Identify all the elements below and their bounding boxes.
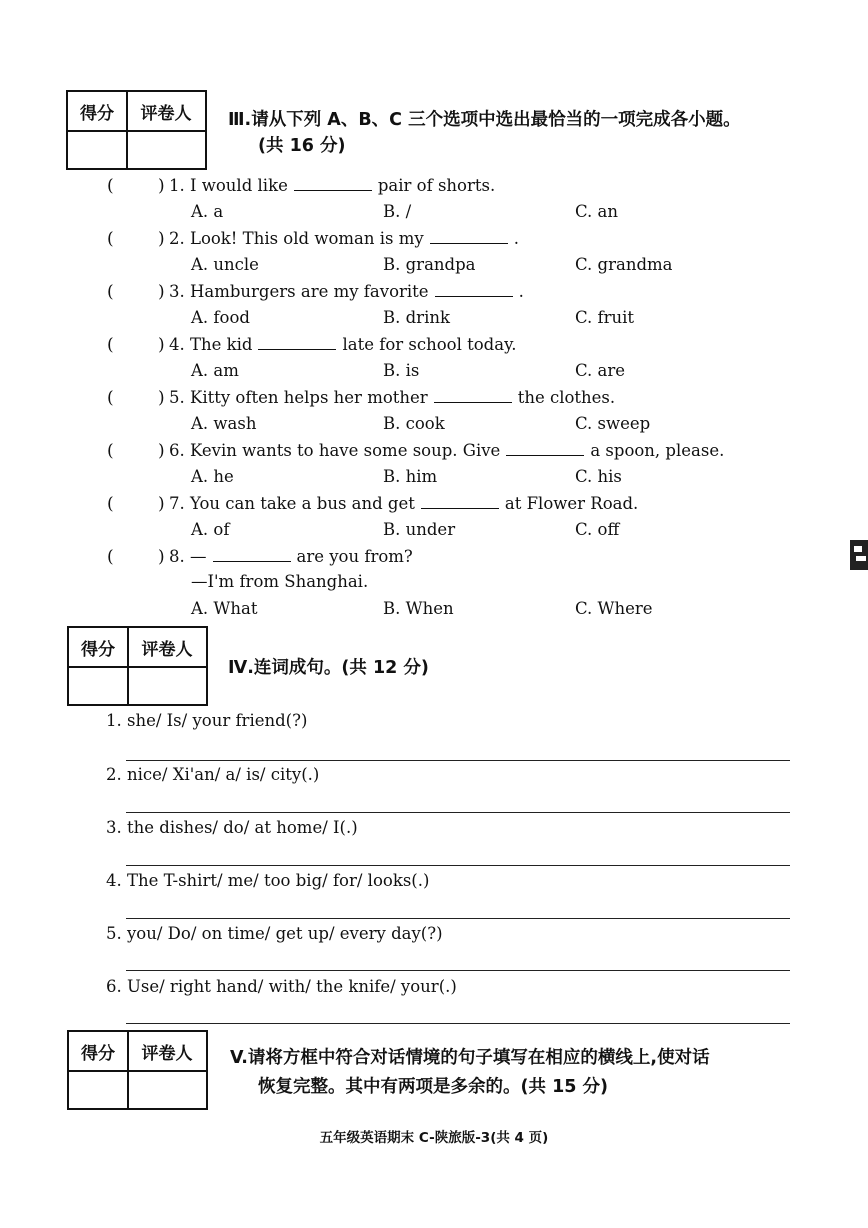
reorder-item: 5. you/ Do/ on time/ get up/ every day(?)	[106, 924, 443, 943]
option-a: A. am	[191, 361, 239, 380]
reorder-item: 6. Use/ right hand/ with/ the knife/ your(.)	[106, 977, 457, 996]
box-divider	[69, 666, 206, 668]
fill-blank[interactable]	[506, 442, 584, 456]
option-c: C. his	[575, 467, 622, 486]
option-a: A. uncle	[191, 255, 259, 274]
fill-blank[interactable]	[421, 495, 499, 509]
question-stem: 3. Hamburgers are my favorite	[169, 282, 429, 301]
question-text	[169, 441, 724, 460]
question-text	[169, 494, 638, 513]
scan-mark-icon	[848, 536, 868, 574]
option-c: C. are	[575, 361, 626, 380]
option-a: A. a	[191, 202, 224, 221]
answer-paren-left: (	[107, 388, 114, 408]
question-text	[169, 282, 524, 301]
section3-points: (共 16 分)	[258, 136, 346, 156]
answer-paren-left: (	[107, 176, 114, 196]
option-b: B. drink	[383, 308, 450, 327]
answer-slot[interactable]	[120, 335, 156, 355]
answer-paren-left: (	[107, 335, 114, 355]
reorder-item: 1. she/ Is/ your friend(?)	[106, 711, 308, 730]
reorder-item: 2. nice/ Xi'an/ a/ is/ city(.)	[106, 765, 320, 784]
question-stem: 1. I would like	[169, 176, 288, 195]
question-tail: late for school today.	[342, 335, 517, 354]
question-tail: are you from?	[296, 547, 413, 566]
grader-label: 评卷人	[141, 639, 193, 660]
question-tail: the clothes.	[517, 388, 616, 407]
answer-line[interactable]	[126, 970, 790, 971]
option-b: B. under	[383, 520, 456, 539]
fill-blank[interactable]	[258, 336, 336, 350]
fill-blank[interactable]	[430, 230, 508, 244]
answer-paren-left: (	[107, 229, 114, 249]
question-stem: 8. —	[169, 547, 207, 566]
section5-title-line1: V.请将方框中符合对话情境的句子填写在相应的横线上,使对话	[230, 1048, 710, 1068]
section5-title-line2: 恢复完整。其中有两项是多余的。(共 15 分)	[258, 1077, 609, 1097]
option-b: B. /	[383, 202, 412, 221]
page-footer: 五年级英语期末 C-陕旅版-3(共 4 页)	[319, 1130, 549, 1146]
answer-paren-right: )	[158, 282, 165, 302]
answer-paren-left: (	[107, 282, 114, 302]
question-tail: a spoon, please.	[590, 441, 725, 460]
score-box-section5	[67, 1030, 208, 1110]
answer-paren-right: )	[158, 494, 165, 514]
question-stem: 7. You can take a bus and get	[169, 494, 415, 513]
grader-label: 评卷人	[141, 1043, 193, 1064]
answer-line[interactable]	[126, 918, 790, 919]
answer-slot[interactable]	[120, 176, 156, 196]
option-c: C. grandma	[575, 255, 673, 274]
question-stem: 4. The kid	[169, 335, 253, 354]
option-c: C. off	[575, 520, 620, 539]
reorder-item: 3. the dishes/ do/ at home/ I(.)	[106, 818, 358, 837]
question-stem: 2. Look! This old woman is my	[169, 229, 424, 248]
section4-title: Ⅳ.连词成句。(共 12 分)	[228, 658, 429, 678]
option-a: A. of	[191, 520, 230, 539]
answer-slot[interactable]	[120, 388, 156, 408]
question-tail: at Flower Road.	[504, 494, 639, 513]
answer-slot[interactable]	[120, 547, 156, 567]
fill-blank[interactable]	[435, 283, 513, 297]
option-a: A. What	[191, 599, 258, 618]
grader-label: 评卷人	[140, 103, 192, 124]
fill-blank[interactable]	[213, 548, 291, 562]
score-label: 得分	[81, 639, 115, 660]
answer-paren-right: )	[158, 176, 165, 196]
option-b: B. him	[383, 467, 438, 486]
option-c: C. sweep	[575, 414, 651, 433]
fill-blank[interactable]	[294, 177, 372, 191]
answer-paren-left: (	[107, 547, 114, 567]
question-stem: 5. Kitty often helps her mother	[169, 388, 428, 407]
score-label: 得分	[81, 1043, 115, 1064]
option-a: A. wash	[191, 414, 257, 433]
question-tail: .	[518, 282, 524, 301]
score-box-section4	[67, 626, 208, 706]
answer-slot[interactable]	[120, 494, 156, 514]
answer-slot[interactable]	[120, 229, 156, 249]
fill-blank[interactable]	[434, 389, 512, 403]
answer-paren-left: (	[107, 494, 114, 514]
answer-line[interactable]	[126, 865, 790, 866]
answer-paren-right: )	[158, 441, 165, 461]
box-divider	[69, 1070, 206, 1072]
answer-paren-left: (	[107, 441, 114, 461]
score-box-section3	[66, 90, 207, 170]
option-b: B. When	[383, 599, 454, 618]
answer-line[interactable]	[126, 812, 790, 813]
question-stem: 6. Kevin wants to have some soup. Give	[169, 441, 501, 460]
option-b: B. grandpa	[383, 255, 476, 274]
section3-title: Ⅲ.请从下列 A、B、C 三个选项中选出最恰当的一项完成各小题。	[228, 110, 741, 130]
answer-paren-right: )	[158, 388, 165, 408]
question-text	[169, 229, 519, 248]
option-c: C. Where	[575, 599, 653, 618]
option-c: C. fruit	[575, 308, 635, 327]
score-label: 得分	[80, 103, 114, 124]
option-b: B. cook	[383, 414, 445, 433]
option-a: A. food	[191, 308, 250, 327]
question-text	[169, 547, 413, 566]
answer-paren-right: )	[158, 335, 165, 355]
question-tail: .	[513, 229, 519, 248]
reorder-item: 4. The T-shirt/ me/ too big/ for/ looks(.)	[106, 871, 430, 890]
question-tail: pair of shorts.	[377, 176, 496, 195]
option-c: C. an	[575, 202, 618, 221]
question-text	[169, 176, 495, 195]
question-text	[169, 335, 516, 354]
answer-line[interactable]	[126, 760, 790, 761]
answer-paren-right: )	[158, 229, 165, 249]
question-text	[169, 388, 615, 407]
dialogue-reply: —I'm from Shanghai.	[191, 572, 369, 591]
option-b: B. is	[383, 361, 420, 380]
box-divider	[68, 130, 205, 132]
option-a: A. he	[191, 467, 234, 486]
answer-slot[interactable]	[120, 441, 156, 461]
answer-line[interactable]	[126, 1023, 790, 1024]
answer-slot[interactable]	[120, 282, 156, 302]
answer-paren-right: )	[158, 547, 165, 567]
